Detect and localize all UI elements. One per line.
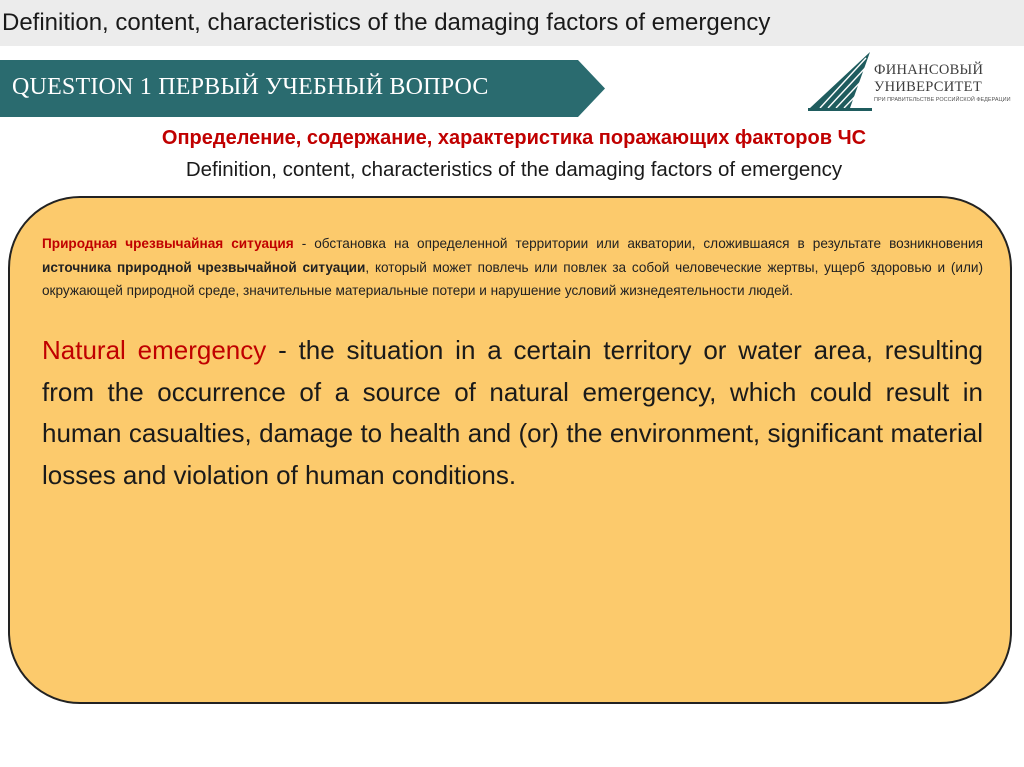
definition-russian-part1: - обстановка на определенной территории или акватории, сложившаяся в результате возникновения	[293, 236, 984, 251]
term-english: Natural emergency	[42, 335, 267, 365]
university-logo	[808, 50, 1011, 114]
definition-english-text: - the situation in a certain territory or water area, resulting from the occurrence of a source of natural emergency, which could result in human casualties, damage to health and (or) the environment, significant material losses and violation of human conditions.	[42, 335, 984, 490]
definition-russian-bold: источника природной чрезвычайной ситуации	[42, 259, 366, 275]
logo-text-line2: УНИВЕРСИТЕТ	[874, 79, 982, 95]
logo-text-line3: ПРИ ПРАВИТЕЛЬСТВЕ РОССИЙСКОЙ ФЕДЕРАЦИИ	[874, 97, 1011, 103]
logo-text-line1: ФИНАНСОВЫЙ	[874, 62, 984, 78]
heading-russian: Определение, содержание, характеристика поражающих факторов ЧС	[161, 127, 867, 149]
term-russian: Природная чрезвычайная ситуация	[42, 236, 294, 251]
definition-russian-part2: , который может повлечь или повлек за собой человеческие жертвы, ущерб здоровью и (или) окружающей природной среде, значительные материальные потери и нарушение условий жизнедеятельности людей.	[42, 259, 983, 298]
page-title: Definition, content, characteristics of the damaging factors of emergency	[2, 9, 771, 36]
logo-emblem-icon	[808, 50, 872, 114]
definition-russian	[42, 232, 983, 303]
title-bar	[0, 0, 1024, 46]
question-label: QUESTION 1 ПЕРВЫЙ УЧЕБНЫЙ ВОПРОС	[12, 74, 489, 100]
question-banner	[0, 60, 605, 117]
definition-english	[42, 330, 983, 496]
heading-english: Definition, content, characteristics of the damaging factors of emergency	[185, 158, 843, 181]
